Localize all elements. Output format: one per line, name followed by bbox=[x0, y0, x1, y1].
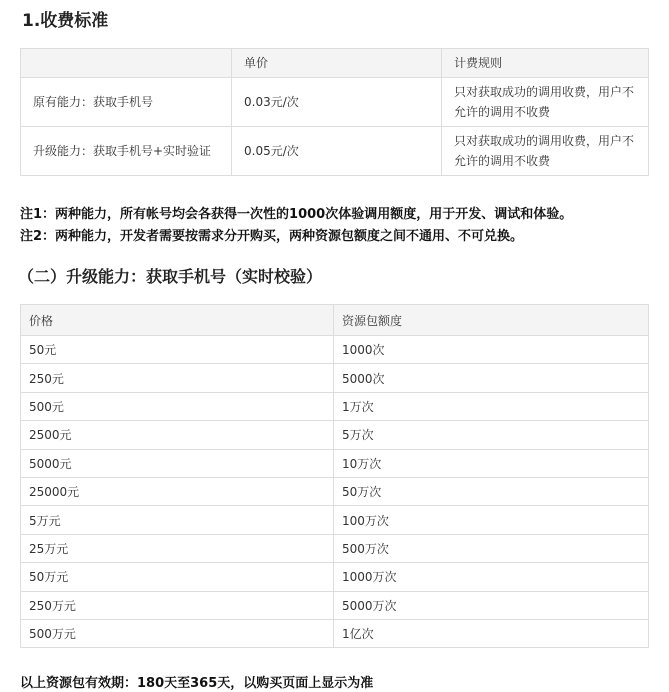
table-row bbox=[21, 127, 649, 176]
table-header-cell: 价格 bbox=[21, 305, 334, 336]
table-row bbox=[21, 591, 649, 619]
table-cell: 500万元 bbox=[21, 619, 334, 647]
table-cell: 50元 bbox=[21, 336, 334, 364]
table-cell: 5000万次 bbox=[334, 591, 649, 619]
table-cell: 只对获取成功的调用收费，用户不允许的调用不收费 bbox=[442, 78, 649, 127]
table-row bbox=[21, 619, 649, 647]
table-cell: 250万元 bbox=[21, 591, 334, 619]
table-row bbox=[21, 534, 649, 562]
table-cell: 5万次 bbox=[334, 421, 649, 449]
table-cell: 5万元 bbox=[21, 506, 334, 534]
table-cell: 1000万次 bbox=[334, 563, 649, 591]
table-cell: 0.05元/次 bbox=[232, 127, 442, 176]
table-row bbox=[21, 78, 649, 127]
table-cell: 5000元 bbox=[21, 449, 334, 477]
note-2: 注2：两种能力，开发者需要按需求分开购买，两种资源包额度之间不通用、不可兑换。 bbox=[20, 229, 524, 244]
table-header-row bbox=[21, 305, 649, 336]
table-header-cell: 资源包额度 bbox=[334, 305, 649, 336]
table-header-cell: 单价 bbox=[232, 49, 442, 78]
table-cell: 2500元 bbox=[21, 421, 334, 449]
note-1: 注1：两种能力，所有帐号均会各获得一次性的1000次体验调用额度，用于开发、调试和体验。 bbox=[20, 207, 573, 222]
table-row bbox=[21, 336, 649, 364]
table-cell: 只对获取成功的调用收费，用户不允许的调用不收费 bbox=[442, 127, 649, 176]
validity-note: 以上资源包有效期：180天至365天，以购买页面上显示为准 bbox=[20, 676, 374, 691]
table-cell: 25000元 bbox=[21, 477, 334, 505]
table-cell: 50万元 bbox=[21, 563, 334, 591]
section-title-upgrade: （二）升级能力：获取手机号（实时校验） bbox=[18, 267, 323, 286]
table-cell: 1万次 bbox=[334, 392, 649, 420]
table-cell: 500万次 bbox=[334, 534, 649, 562]
table-cell: 1亿次 bbox=[334, 619, 649, 647]
fee-standard-table bbox=[20, 48, 649, 176]
table-cell: 25万元 bbox=[21, 534, 334, 562]
table-cell: 250元 bbox=[21, 364, 334, 392]
table-cell: 1000次 bbox=[334, 336, 649, 364]
table-cell: 原有能力：获取手机号 bbox=[21, 78, 232, 127]
table-cell: 100万次 bbox=[334, 506, 649, 534]
table-row bbox=[21, 563, 649, 591]
table-cell: 50万次 bbox=[334, 477, 649, 505]
section-title-fee-standard: 1.收费标准 bbox=[22, 11, 109, 31]
table-header-cell bbox=[21, 49, 232, 78]
table-row bbox=[21, 477, 649, 505]
table-cell: 500元 bbox=[21, 392, 334, 420]
table-row bbox=[21, 449, 649, 477]
table-cell: 0.03元/次 bbox=[232, 78, 442, 127]
table-header-cell: 计费规则 bbox=[442, 49, 649, 78]
table-cell: 升级能力：获取手机号+实时验证 bbox=[21, 127, 232, 176]
table-header-row bbox=[21, 49, 649, 78]
resource-package-table bbox=[20, 304, 649, 648]
table-cell: 10万次 bbox=[334, 449, 649, 477]
table-cell: 5000次 bbox=[334, 364, 649, 392]
table-row bbox=[21, 392, 649, 420]
table-row bbox=[21, 364, 649, 392]
table-row bbox=[21, 421, 649, 449]
table-row bbox=[21, 506, 649, 534]
